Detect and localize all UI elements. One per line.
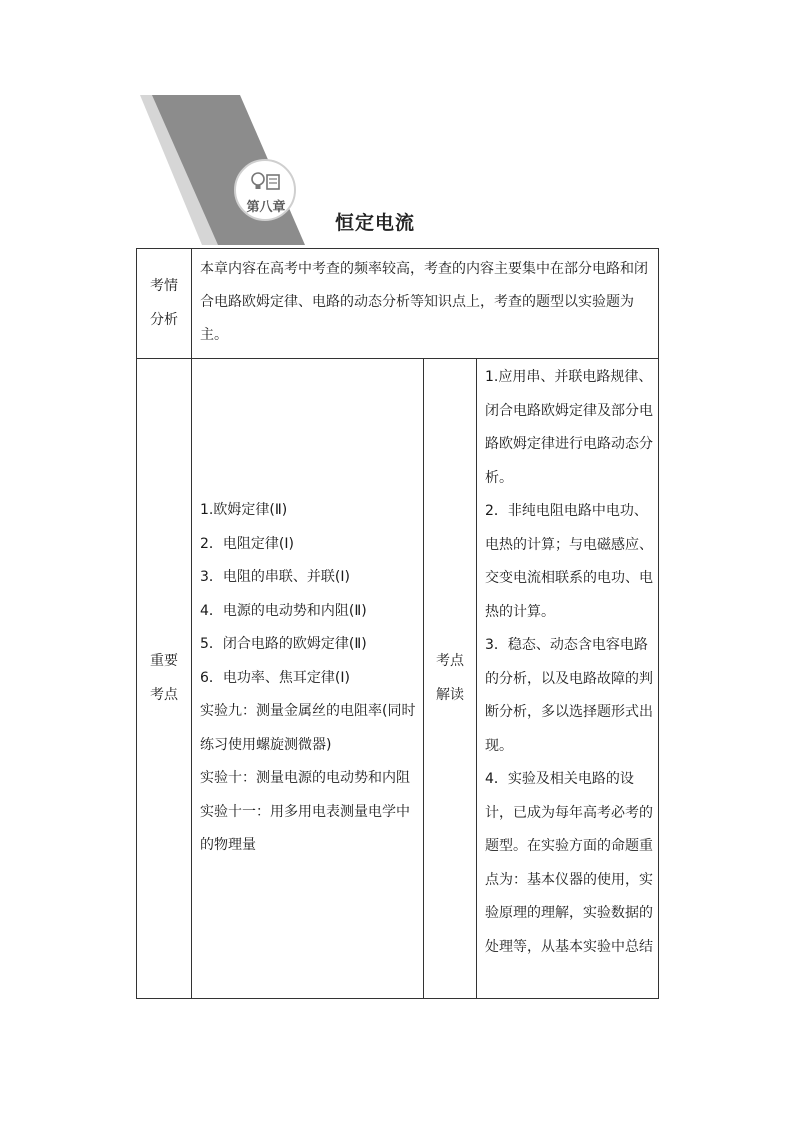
key-point-item: 实验十：测量电源的电动势和内阻 (200, 770, 410, 787)
key-point-item: 3．电阻的串联、并联(Ⅰ) (200, 569, 350, 586)
interpretation-items (477, 359, 658, 966)
key-point-item: 1.欧姆定律(Ⅱ) (200, 502, 288, 519)
key-point-item: 5．闭合电路的欧姆定律(Ⅱ) (200, 636, 367, 653)
analysis-label-line-1: 考情 (150, 278, 178, 294)
lightbulb-book-icon (247, 170, 283, 194)
analysis-label-cell (137, 249, 192, 359)
interpretation-label-line-2: 解读 (436, 686, 464, 703)
interpretation-label-line-1: 考点 (436, 653, 464, 669)
key-point-item: 6．电功率、焦耳定律(Ⅰ) (200, 669, 350, 686)
chapter-label: 第八章 (246, 200, 286, 215)
analysis-row (137, 249, 659, 359)
key-points-row (137, 359, 659, 999)
key-point-item: 4．电源的电动势和内阻(Ⅱ) (200, 602, 367, 619)
chapter-overview-table (136, 248, 659, 999)
chapter-banner (140, 95, 320, 245)
key-point-item: 实验九：测量金属丝的电阻率(同时练习使用螺旋测微器) (200, 703, 416, 753)
interpretation-item: 1.应用串、并联电路规律、闭合电路欧姆定律及部分电路欧姆定律进行电路动态分析。 (485, 369, 653, 486)
analysis-text-cell (192, 249, 659, 359)
key-point-item: 2．电阻定律(Ⅰ) (200, 535, 294, 552)
chapter-title: 恒定电流 (335, 212, 416, 234)
interpretation-item: 2．非纯电阻电路中电功、电热的计算；与电磁感应、交变电流相联系的电功、电热的计算。 (485, 503, 653, 620)
interpretation-item: 4．实验及相关电路的设计，已成为每年高考必考的题型。在实验方面的命题重点为：基本仪器的使用，实验原理的理解，实验数据的处理等，从基本实验中总结 (485, 771, 653, 955)
analysis-label-line-2: 分析 (150, 311, 178, 328)
key-point-item: 实验十一：用多用电表测量电学中的物理量 (200, 803, 410, 854)
key-points-list-cell (192, 359, 424, 999)
key-points-label-line-2: 考点 (150, 686, 178, 703)
analysis-text: 本章内容在高考中考查的频率较高，考查的内容主要集中在部分电路和闭合电路欧姆定律、电路的动态分析等知识点上，考查的题型以实验题为主。 (200, 261, 648, 343)
interpretation-item: 3．稳态、动态含电容电路的分析，以及电路故障的判断分析，多以选择题形式出现。 (485, 637, 653, 754)
key-points-label-cell (137, 359, 192, 999)
interpretation-label-cell (424, 359, 477, 999)
interpretation-text-cell (477, 359, 659, 999)
key-points-label-line-1: 重要 (150, 653, 178, 669)
